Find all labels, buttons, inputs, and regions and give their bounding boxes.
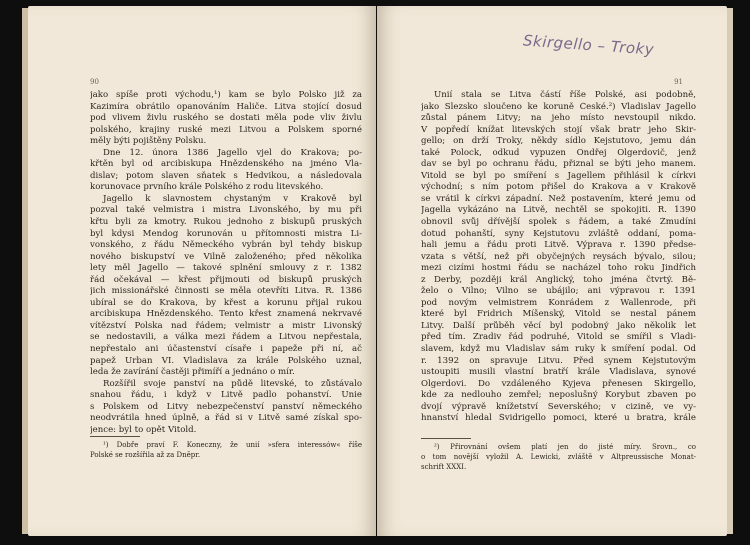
footnote-line: Polské se rozšířila až za Dněpr. bbox=[90, 451, 201, 459]
text-line: jako Slezsko sloučeno ke koruně České.²) Vladislav Jagello bbox=[421, 101, 696, 112]
text-line: arcibiskupa Hnězdenského. Tento křest znamená nekrvavé bbox=[90, 309, 362, 320]
text-line: z Derby, později král Anglický, toho jména čtvrtý. Bě- bbox=[421, 274, 696, 285]
text-line: ustoupiti musili vlastní bratří krále Vladislava, synové bbox=[421, 367, 696, 378]
footnote-line: ²) Přirovnání ovšem platí jen do jisté míry. Srovn., co bbox=[434, 443, 696, 451]
text-line: Unií stala se Litva částí říše Polské, asi podobně, bbox=[434, 90, 696, 100]
text-line: jence: byl to opět Vitold. bbox=[90, 424, 197, 435]
text-line: polského, krajiny ruské mezi Litvou a Polskem sporné bbox=[90, 124, 362, 135]
text-line: Kazimíra obrátilo opanováním Haliče. Litva stojící dosud bbox=[90, 101, 362, 112]
text-line: pozval také velmistra i mistra Livonského, by mu při bbox=[90, 205, 362, 216]
text-line: pod novým velmistrem Konrádem z Wallenrode, při bbox=[421, 297, 696, 308]
text-line: křtěn byl od arcibiskupa Hnězdenského na jméno Vla- bbox=[90, 159, 362, 170]
text-line: obnovil svůj dřívější spolek s řádem, a také Žmudíni bbox=[421, 217, 696, 228]
text-line: neodvrátila hned úplně, a řád si v Litvě samé získal spo- bbox=[90, 413, 362, 424]
text-line: papež Urban VI. Vladislava za krále Polského uznal, bbox=[90, 355, 362, 366]
text-line: mezi cizími hostmi řádu se nacházel toho roku Jindřich bbox=[421, 263, 696, 274]
footnote-line: o tom novější vyložil A. Lewicki, zvláště v Altpreussische Monat- bbox=[421, 453, 696, 461]
text-line: nového biskupství ve Vilně založeného; před několika bbox=[90, 251, 362, 262]
left-page bbox=[28, 6, 376, 536]
text-line: také Polock, odkud vypuzen Ondřej Olgerdovič, jenž bbox=[421, 147, 696, 158]
text-line: hali jemu a řádu proti Litvě. Výprava r. 1390 předse- bbox=[421, 240, 696, 251]
text-line: slavem, když mu Vladislav sám ruky k smíření podal. Od bbox=[421, 344, 696, 355]
text-line: Jagella vykázáno na Litvě, nechtěl se spokojiti. R. 1390 bbox=[421, 205, 696, 216]
right-page bbox=[377, 6, 727, 536]
text-line: kde za nedlouho zemřel; neposlušný Korybut zbaven po bbox=[421, 390, 696, 401]
left-page-body bbox=[90, 90, 362, 436]
page-number: 91 bbox=[674, 78, 683, 86]
right-page-body bbox=[421, 90, 696, 425]
text-line: Vitold se byl po smíření s Jagellem přihlásil k církvi bbox=[421, 170, 696, 181]
footnote-divider bbox=[421, 438, 471, 439]
text-line: se vrátil k církvi západní. Než postavením, které jemu od bbox=[421, 193, 696, 204]
text-line: vonského, z řádu Německého vybrán byl tehdy biskup bbox=[90, 240, 362, 251]
text-line: Litvy. Další průběh věcí byl podobný jako několik let bbox=[421, 320, 696, 331]
text-line: zůstal pánem Litvy; na jeho místo nevstoupil nikdo. bbox=[421, 113, 696, 124]
text-line: Rozšířil svoje panství na půdě litevské, to zůstávalo bbox=[103, 378, 362, 389]
text-line: pod vlivem živlu ruského se dostati měla pode vliv živlu bbox=[90, 113, 362, 124]
text-line: r. 1392 on spravuje Litvu. Před synem Kejstutovým bbox=[421, 355, 696, 366]
text-line: křtu byli za kmotry. Rukou jednoho z biskupů pruských bbox=[90, 217, 362, 228]
right-footnotes bbox=[421, 442, 696, 472]
text-line: V popředí knížat litevských stojí však bratr jeho Skir- bbox=[421, 124, 696, 135]
footnote-line: schrift XXXI. bbox=[421, 463, 467, 471]
text-line: vítězství Polska nad řádem; velmistr a mistr Livonský bbox=[90, 320, 362, 331]
text-line: které byl Fridrich Míšenský, Vitold se nestal pánem bbox=[421, 309, 696, 320]
text-line: východní; s ním potom přišel do Krakova a v Krakově bbox=[421, 182, 696, 193]
text-line: nepřestalo ani účastenství císaře i papeže při ní, ač bbox=[90, 344, 362, 355]
text-line: leda že zavírání častěji přimíří a jednáno o mír. bbox=[90, 367, 295, 378]
page-number: 90 bbox=[90, 78, 99, 86]
text-line: gello; on drží Troky, někdy sídlo Kejstutovo, jemu dán bbox=[421, 136, 696, 147]
text-line: vzata s větší, než při obyčejných reysách bývalo, silou; bbox=[421, 251, 696, 262]
text-line: ubíral se do Krakova, by křest a korunu přijal rukou bbox=[90, 297, 362, 308]
text-line: měly býti pojištěny Polsku. bbox=[90, 136, 207, 147]
text-line: snahou řádu, i když v Litvě padlo pohanství. Unie bbox=[90, 390, 362, 401]
handwritten-annotation: Skirgello – Troky bbox=[522, 31, 655, 59]
text-line: želo o Vilno; Vilno se ubájilo; ani výpravou r. 1391 bbox=[421, 286, 696, 297]
text-line: se nedostavili, a válka mezi řádem a Litvou nepřestala, bbox=[90, 332, 362, 343]
text-line: Dne 12. února 1386 Jagello vjel do Krakova; po- bbox=[103, 147, 362, 158]
text-line: jako spíše proti východu,¹) kam se bylo Polsko již za bbox=[90, 90, 362, 100]
text-line: Jagello k slavnostem chystaným v Krakově byl bbox=[103, 193, 362, 204]
text-line: Olgerdovi. Do vzdáleného Kyjeva přenesen Skirgello, bbox=[421, 378, 696, 389]
text-line: před tím. Zradiv řád podruhé, Vitold se smířil s Vladi- bbox=[421, 332, 696, 343]
text-line: dotud pohanští, syny Kejstutovu zvláště oddaní, poma- bbox=[421, 228, 696, 239]
text-line: řád očekával — křest přijmouti od biskupů pruských bbox=[90, 274, 362, 285]
footnote-line: ¹) Dobře praví F. Koneczny, že unií »sfera interessów« říše bbox=[103, 441, 362, 449]
right-page-edge bbox=[727, 8, 733, 534]
text-line: jich missionářské činnosti se měla otevříti Litva. R. 1386 bbox=[90, 286, 362, 297]
text-line: s Polskem od Litvy nebezpečenství panství německého bbox=[90, 401, 362, 412]
text-line: dvojí výpravě knížetství Severského; v cizině, ve vy- bbox=[421, 401, 696, 412]
footnote-divider bbox=[90, 436, 140, 437]
text-line: dav se byl po ochranu řádu, přiznal se býti jeho manem. bbox=[421, 159, 696, 170]
text-line: byl kdysi Mendog korunován u přítomnosti mistra Li- bbox=[90, 228, 362, 239]
text-line: dislav; potom slaven sňatek s Hedvikou, a následovala bbox=[90, 170, 362, 181]
text-line: korunovace prvního krále Polského z rodu litevského. bbox=[90, 182, 324, 193]
left-footnotes bbox=[90, 440, 362, 460]
text-line: hnanství hledal Švidrigello pomoci, které u bratra, krále bbox=[421, 413, 696, 424]
text-line: lety měl Jagello — takové splnění smlouvy z r. 1382 bbox=[90, 263, 362, 274]
